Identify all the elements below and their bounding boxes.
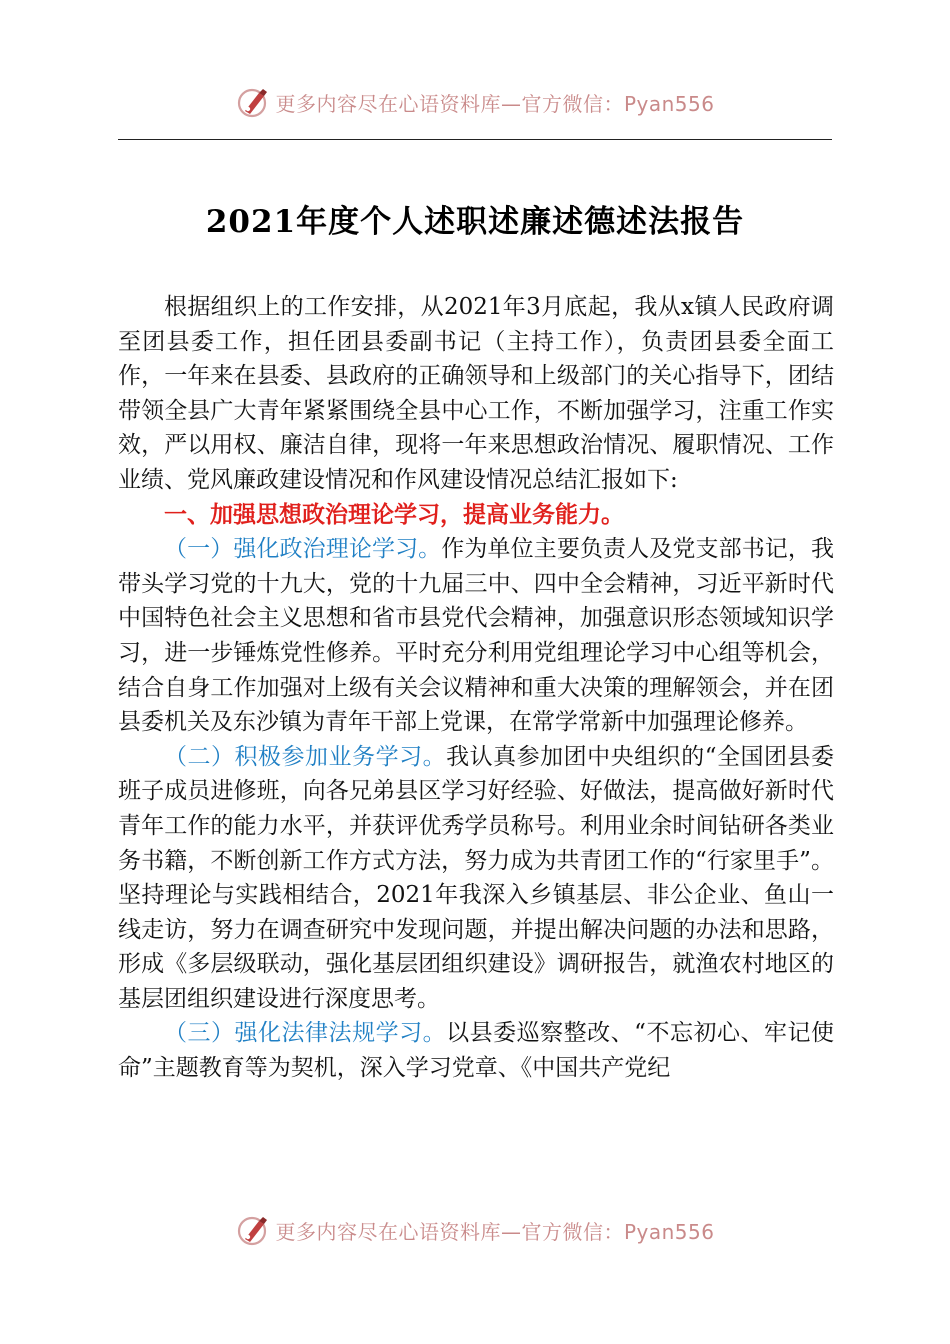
watermark-text: 更多内容尽在心语资料库—官方微信：Pyan556 — [275, 91, 715, 116]
header-watermark — [0, 80, 950, 124]
subsection-body: 以县委巡察整改、“不忘初心、牢记使命”主题教育等为契机，深入学习党章、《中国共产党纪 — [118, 1020, 835, 1082]
section-heading-text: 一、加强思想政治理论学习，提高业务能力。 — [164, 501, 624, 528]
subsection-heading: （一）强化政治理论学习。 — [164, 536, 442, 563]
subsection-heading: （二）积极参加业务学习。 — [164, 743, 447, 770]
subsection-body: 我认真参加团中央组织的“全国团县委班子成员进修班，向各兄弟县区学习好经验、好做法，提高做好新时代青年工作的能力水平，并获评优秀学员称号。利用业余时间钻研各类业务书籍，不断创新工作方式方法，努力成为共青团工作的“行家里手”。坚持理论与实践相结合，2021年我深入乡镇基层、非公企业、鱼山一线走访，努力在调查研究中发现问题，并提出解决问题的办法和思路，形成《多层级联动，强化基层团组织建设》调研报告，就渔农村地区的基层团组织建设进行深度思考。 — [118, 743, 835, 1012]
document-title: 2021年度个人述职述廉述德述法报告 — [205, 204, 745, 240]
pen-nib-logo-icon — [235, 1212, 271, 1248]
section-heading-1 — [118, 498, 834, 533]
subsection-heading: （三）强化法律法规学习。 — [164, 1020, 447, 1047]
subsection-3-paragraph — [118, 1016, 834, 1085]
intro-paragraph: 根据组织上的工作安排，从2021年3月底起，我从x镇人民政府调至团县委工作，担任团县委副书记（主持工作），负责团县委全面工作，一年来在县委、县政府的正确领导和上级部门的关心指导下，团结带领全县广大青年紧紧围绕全县中心工作，不断加强学习，注重工作实效，严以用权、廉洁自律，现将一年来思想政治情况、履职情况、工作业绩、党风廉政建设情况和作风建设情况总结汇报如下: — [118, 294, 834, 493]
subsection-1-paragraph — [118, 532, 834, 740]
subsection-2-paragraph — [118, 740, 834, 1017]
header-divider — [118, 139, 832, 140]
watermark-text: 更多内容尽在心语资料库—官方微信：Pyan556 — [275, 1219, 715, 1244]
document-body — [118, 290, 834, 1086]
subsection-body: 作为单位主要负责人及党支部书记，我带头学习党的十九大，党的十九届三中、四中全会精神，习近平新时代中国特色社会主义思想和省市县党代会精神，加强意识形态领域知识学习，进一步锤炼党性修养。平时充分利用党组理论学习中心组等机会，结合自身工作加强对上级有关会议精神和重大决策的理解领会，并在团县委机关及东沙镇为青年干部上党课，在常学常新中加强理论修养。 — [118, 536, 835, 736]
pen-nib-logo-icon — [235, 84, 271, 120]
footer-watermark — [0, 1208, 950, 1252]
